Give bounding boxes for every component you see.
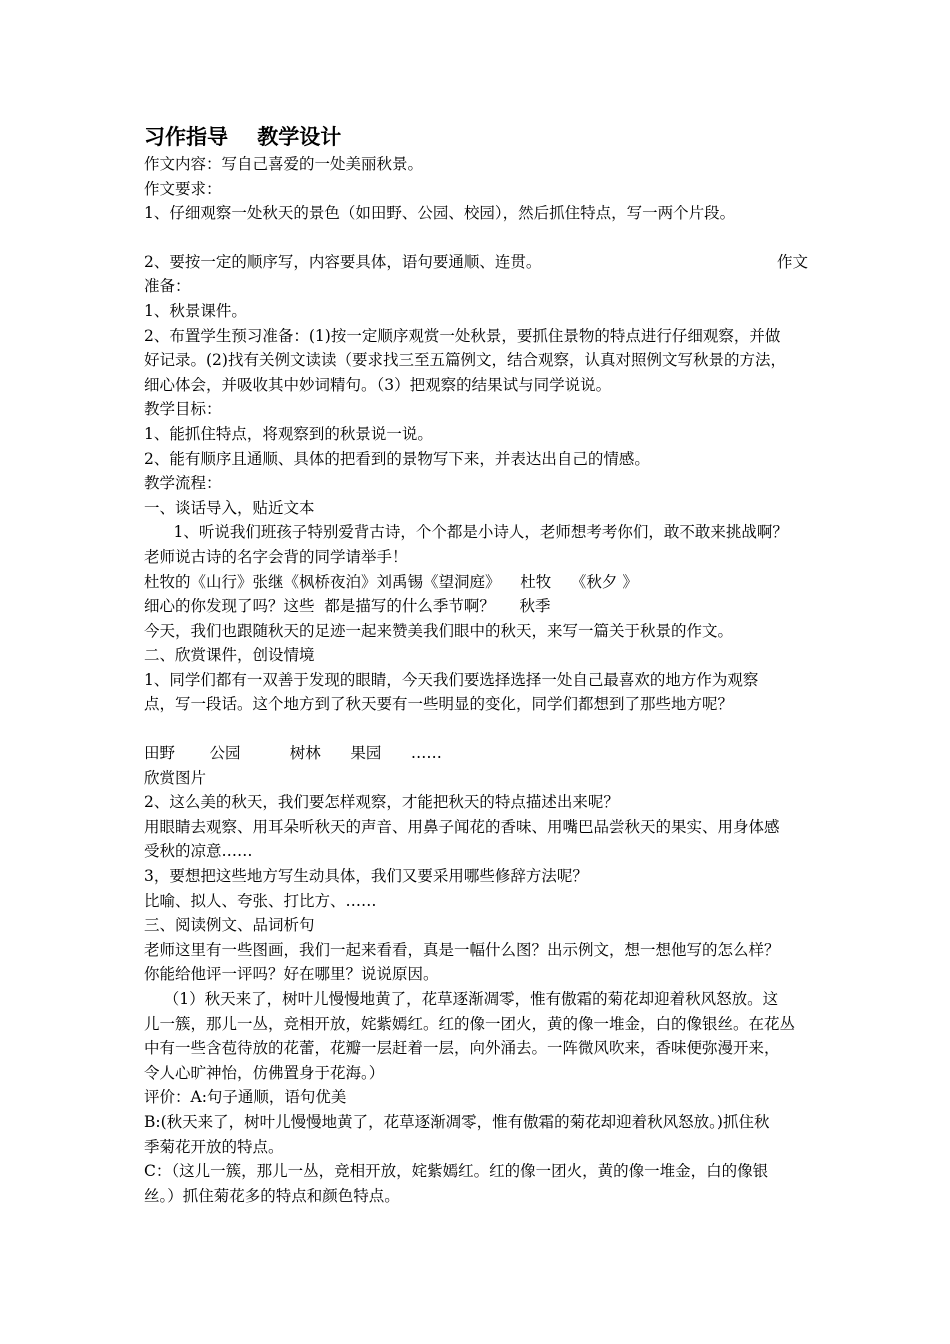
section-3-paragraph-line2: 你能给他评一评吗？好在哪里？说说原因。 — [144, 965, 439, 984]
requirements-heading: 作文要求： — [144, 179, 222, 198]
preparation-2-line2: 好记录。(2)找有关例文读读（要求找三至五篇例文，结合观察，认真对照例文写秋景的方法， — [144, 351, 786, 370]
section-1-paragraph-line2: 老师说古诗的名字会背的同学请举手！ — [144, 547, 408, 566]
section-1-today: 今天，我们也跟随秋天的足迹一起来赞美我们眼中的秋天，来写一篇关于秋景的作文。 — [144, 621, 734, 640]
section-1-question: 细心的你发现了吗？这些 都是描写的什么季节啊？ 秋季 — [144, 597, 551, 616]
preparation-2-line1: 2、布置学生预习准备：(1)按一定顺序观赏一处秋景，要抓住景物的特点进行仔细观察，并做 — [144, 326, 781, 345]
evaluation-c-line1: C：（这儿一簇，那儿一丛，竞相开放，姹紫嫣红。红的像一团火，黄的像一堆金，白的像银 — [144, 1162, 769, 1181]
section-2-paragraph-line1: 1、同学们都有一双善于发现的眼睛，今天我们要选择选择一处自己最喜欢的地方作为观察 — [144, 670, 759, 689]
requirement-2-row — [144, 250, 820, 275]
section-2-heading: 二、欣赏课件，创设情境 — [144, 646, 315, 665]
evaluation-b-line1: B:(秋天来了，树叶儿慢慢地黄了，花草逐渐凋零，惟有傲霜的菊花却迎着秋风怒放。)抓住秋 — [144, 1112, 770, 1131]
section-2-answer-3: 比喻、拟人、夸张、打比方、…… — [144, 891, 377, 910]
preparation-2-line3: 细心体会，并吸收其中妙词精句。（3）把观察的结果试与同学说说。 — [144, 375, 612, 394]
example-line2: 儿一簇，那儿一丛，竞相开放，姹紫嫣红。红的像一团火，黄的像一堆金，白的像银丝。在花丛 — [144, 1014, 796, 1033]
blank-line — [144, 226, 820, 250]
preparation-heading-part1: 作文 — [776, 252, 808, 271]
requirement-1: 1、仔细观察一处秋天的景色（如田野、公园、校园），然后抓住特点，写一两个片段。 — [144, 204, 736, 223]
section-2-places: 田野 公园 树林 果园 …… — [144, 744, 442, 763]
section-2-answer-2-line1: 用眼睛去观察、用耳朵听秋天的声音、用鼻子闻花的香味、用嘴巴品尝秋天的果实、用身体感 — [144, 817, 780, 836]
requirement-2: 2、要按一定的顺序写，内容要具体，语句要通顺、连贯。 — [144, 252, 542, 271]
section-3-heading: 三、阅读例文、品词析句 — [144, 916, 315, 935]
goals-heading: 教学目标： — [144, 400, 222, 419]
section-1-heading: 一、谈话导入，贴近文本 — [144, 498, 315, 517]
example-line1: （1）秋天来了，树叶儿慢慢地黄了，花草逐渐凋零，惟有傲霜的菊花却迎着秋风怒放。这 — [144, 990, 779, 1008]
goal-2: 2、能有顺序且通顺、具体的把看到的景物写下来，并表达出自己的情感。 — [144, 449, 650, 468]
section-2-question-3: 3，要想把这些地方写生动具体，我们又要采用哪些修辞方法呢？ — [144, 867, 588, 886]
blank-line — [144, 717, 820, 741]
section-2-paragraph-line2: 点，写一段话。这个地方到了秋天要有一些明显的变化，同学们都想到了那些地方呢？ — [144, 695, 734, 714]
page-title: 习作指导 教学设计 — [144, 125, 342, 149]
section-3-paragraph-line1: 老师这里有一些图画，我们一起来看看，真是一幅什么图？出示例文，想一想他写的怎么样？ — [144, 940, 780, 959]
evaluation-a: 评价：A:句子通顺，语句优美 — [144, 1088, 347, 1107]
section-2-pictures: 欣赏图片 — [144, 768, 207, 787]
evaluation-b-line2: 季菊花开放的特点。 — [144, 1137, 284, 1156]
example-line4: 令人心旷神怡，仿佛置身于花海。） — [144, 1063, 385, 1082]
section-2-question-2: 2、这么美的秋天，我们要怎样观察，才能把秋天的特点描述出来呢？ — [144, 793, 619, 812]
essay-content: 作文内容：写自己喜爱的一处美丽秋景。 — [144, 155, 424, 173]
section-2-answer-2-line2: 受秋的凉意…… — [144, 842, 253, 861]
section-1-paragraph-line1: 1、听说我们班孩子特别爱背古诗，个个都是小诗人，老师想考考你们，敢不敢来挑战啊？ — [144, 523, 788, 542]
document-page — [144, 122, 820, 1208]
example-line3: 中有一些含苞待放的花蕾，花瓣一层赶着一层，向外涌去。一阵微风吹来，香味便弥漫开来， — [144, 1039, 780, 1058]
preparation-heading-part2: 准备： — [144, 277, 191, 296]
preparation-1: 1、秋景课件。 — [144, 301, 247, 320]
goal-1: 1、能抓住特点，将观察到的秋景说一说。 — [144, 424, 433, 443]
evaluation-c-line2: 丝。）抓住菊花多的特点和颜色特点。 — [144, 1186, 400, 1205]
section-1-poems: 杜牧的《山行》张继《枫桥夜泊》刘禹锡《望洞庭》 杜牧 《秋夕 》 — [144, 572, 638, 591]
flow-heading: 教学流程： — [144, 474, 222, 493]
